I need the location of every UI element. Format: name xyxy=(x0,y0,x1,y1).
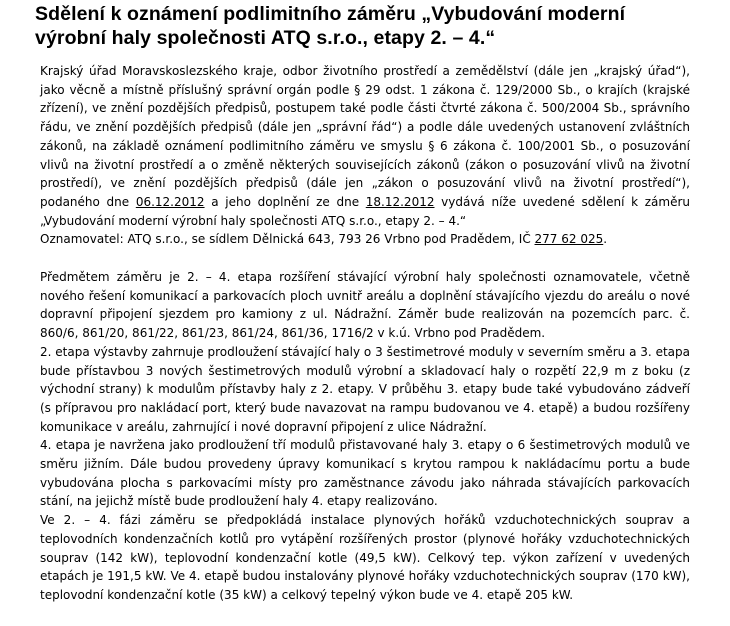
intro-text-2: a jeho doplnění ze dne xyxy=(204,194,366,209)
heating-paragraph: Ve 2. – 4. fázi záměru se předpokládá instalace plynových hořáků vzduchotechnických souprav a teplovodních kondenzačních kotlů pro vytápění rozšířených prostor (plynové hořáky vzduchotechnických souprav (142 kW), teplovodní kondenzační kotle (49,5 kW). Celkový tep. výkon zařízení v uvedených etapách je 191,5 kW. Ve 4. etapě budou instalovány plynové hořáky vzduchotechnických souprav (170 kW), teplovodní kondenzační kotle (35 kW) a celkový tepelný výkon bude ve 4. etapě 205 kW. xyxy=(40,513,690,602)
intro-text-3: vydává níže uvedené sdělení k záměru „Vybudování moderní výrobní haly společnosti ATQ s.r.o., etapy 2. – 4.“ xyxy=(40,194,690,228)
notifier-end: . xyxy=(603,232,608,247)
subject-paragraph: Předmětem záměru je 2. – 4. etapa rozšíření stávající výrobní haly společnosti oznamovatele, včetně nového řešení komunikací a parkovacích ploch uvnitř areálu a doplnění stávajícího vjezdu do areálu o nové dopravní připojení sjezdem pro kamiony z ul. Nádražní. Záměr bude realizován na pozemcích parc. č. 860/6, 861/20, 861/22, 861/23, 861/24, 861/36, 1716/2 v k.ú. Vrbno pod Pradědem. xyxy=(40,270,690,341)
stage-2-3-paragraph: 2. etapa výstavby zahrnuje prodloužení stávající haly o 3 šestimetrové moduly v severním směru a 3. etapa bude přístavbou 3 nových šestimetrových modulů výrobní a skladovací haly o rozpětí 22,9 m z boku (z východní strany) k modulům přístavby haly z 2. etapy. V průběhu 3. etapy bude také vybudováno zádveří (s přípravou pro nakládací port, který bude navazovat na rampu budovanou ve 4. etapě) a budou rozšířeny komunikace v areálu, zahrnující i nové dopravní připojení z ulice Nádražní. xyxy=(40,344,690,434)
stage-4-paragraph: 4. etapa je navržena jako prodloužení tří modulů přistavované haly 3. etapy o 6 šestimetrových modulů ve směru jižním. Dále budou provedeny úpravy komunikací s krytou rampou k nakládacímu portu a bude vybudována plocha s parkovacími místy pro zaměstnance závodu jako náhrada stávajících parkovacích stání, na jejichž místě bude prodloužení haly 4. etapy realizováno. xyxy=(40,438,690,509)
document-body xyxy=(40,62,690,605)
document-title: Sdělení k oznámení podlimitního záměru „Vybudování moderní výrobní haly společnosti ATQ s.r.o., etapy 2. – 4.“ xyxy=(35,3,626,49)
notifier-text: Oznamovatel: ATQ s.r.o., se sídlem Dělnická 643, 793 26 Vrbno pod Pradědem, IČ xyxy=(40,232,535,247)
paragraph-gap xyxy=(40,249,690,268)
notifier-ic: 277 62 025 xyxy=(534,232,604,247)
intro-text-1: Krajský úřad Moravskoslezského kraje, odbor životního prostředí a zemědělství (dále jen „krajský úřad“), jako věcně a místně příslušný správní orgán podle § 29 odst. 1 zákona č. 129/2000 Sb., o krajích (krajské zřízení), ve znění pozdějších předpisů, postupem také podle části čtvrté zákona č. 500/2004 Sb., správního řádu, ve znění pozdějších předpisů (dále jen „správní řád“) a podle dále uvedených ustanovení zvláštních zákonů, na základě oznámení podlimitního záměru ve smyslu § 6 zákona č. 100/2001 Sb., o posuzování vlivů na životní prostředí a o změně některých souvisejících zákonů (zákon o posuzování vlivů na životní prostředí), ve znění pozdějších předpisů (dále jen „zákon o posuzování vlivů na životní prostředí“), podaného dne xyxy=(40,64,690,209)
supplement-date: 18.12.2012 xyxy=(365,194,435,209)
notifier-line xyxy=(40,230,690,249)
submission-date: 06.12.2012 xyxy=(135,194,205,209)
intro-paragraph xyxy=(40,62,690,230)
